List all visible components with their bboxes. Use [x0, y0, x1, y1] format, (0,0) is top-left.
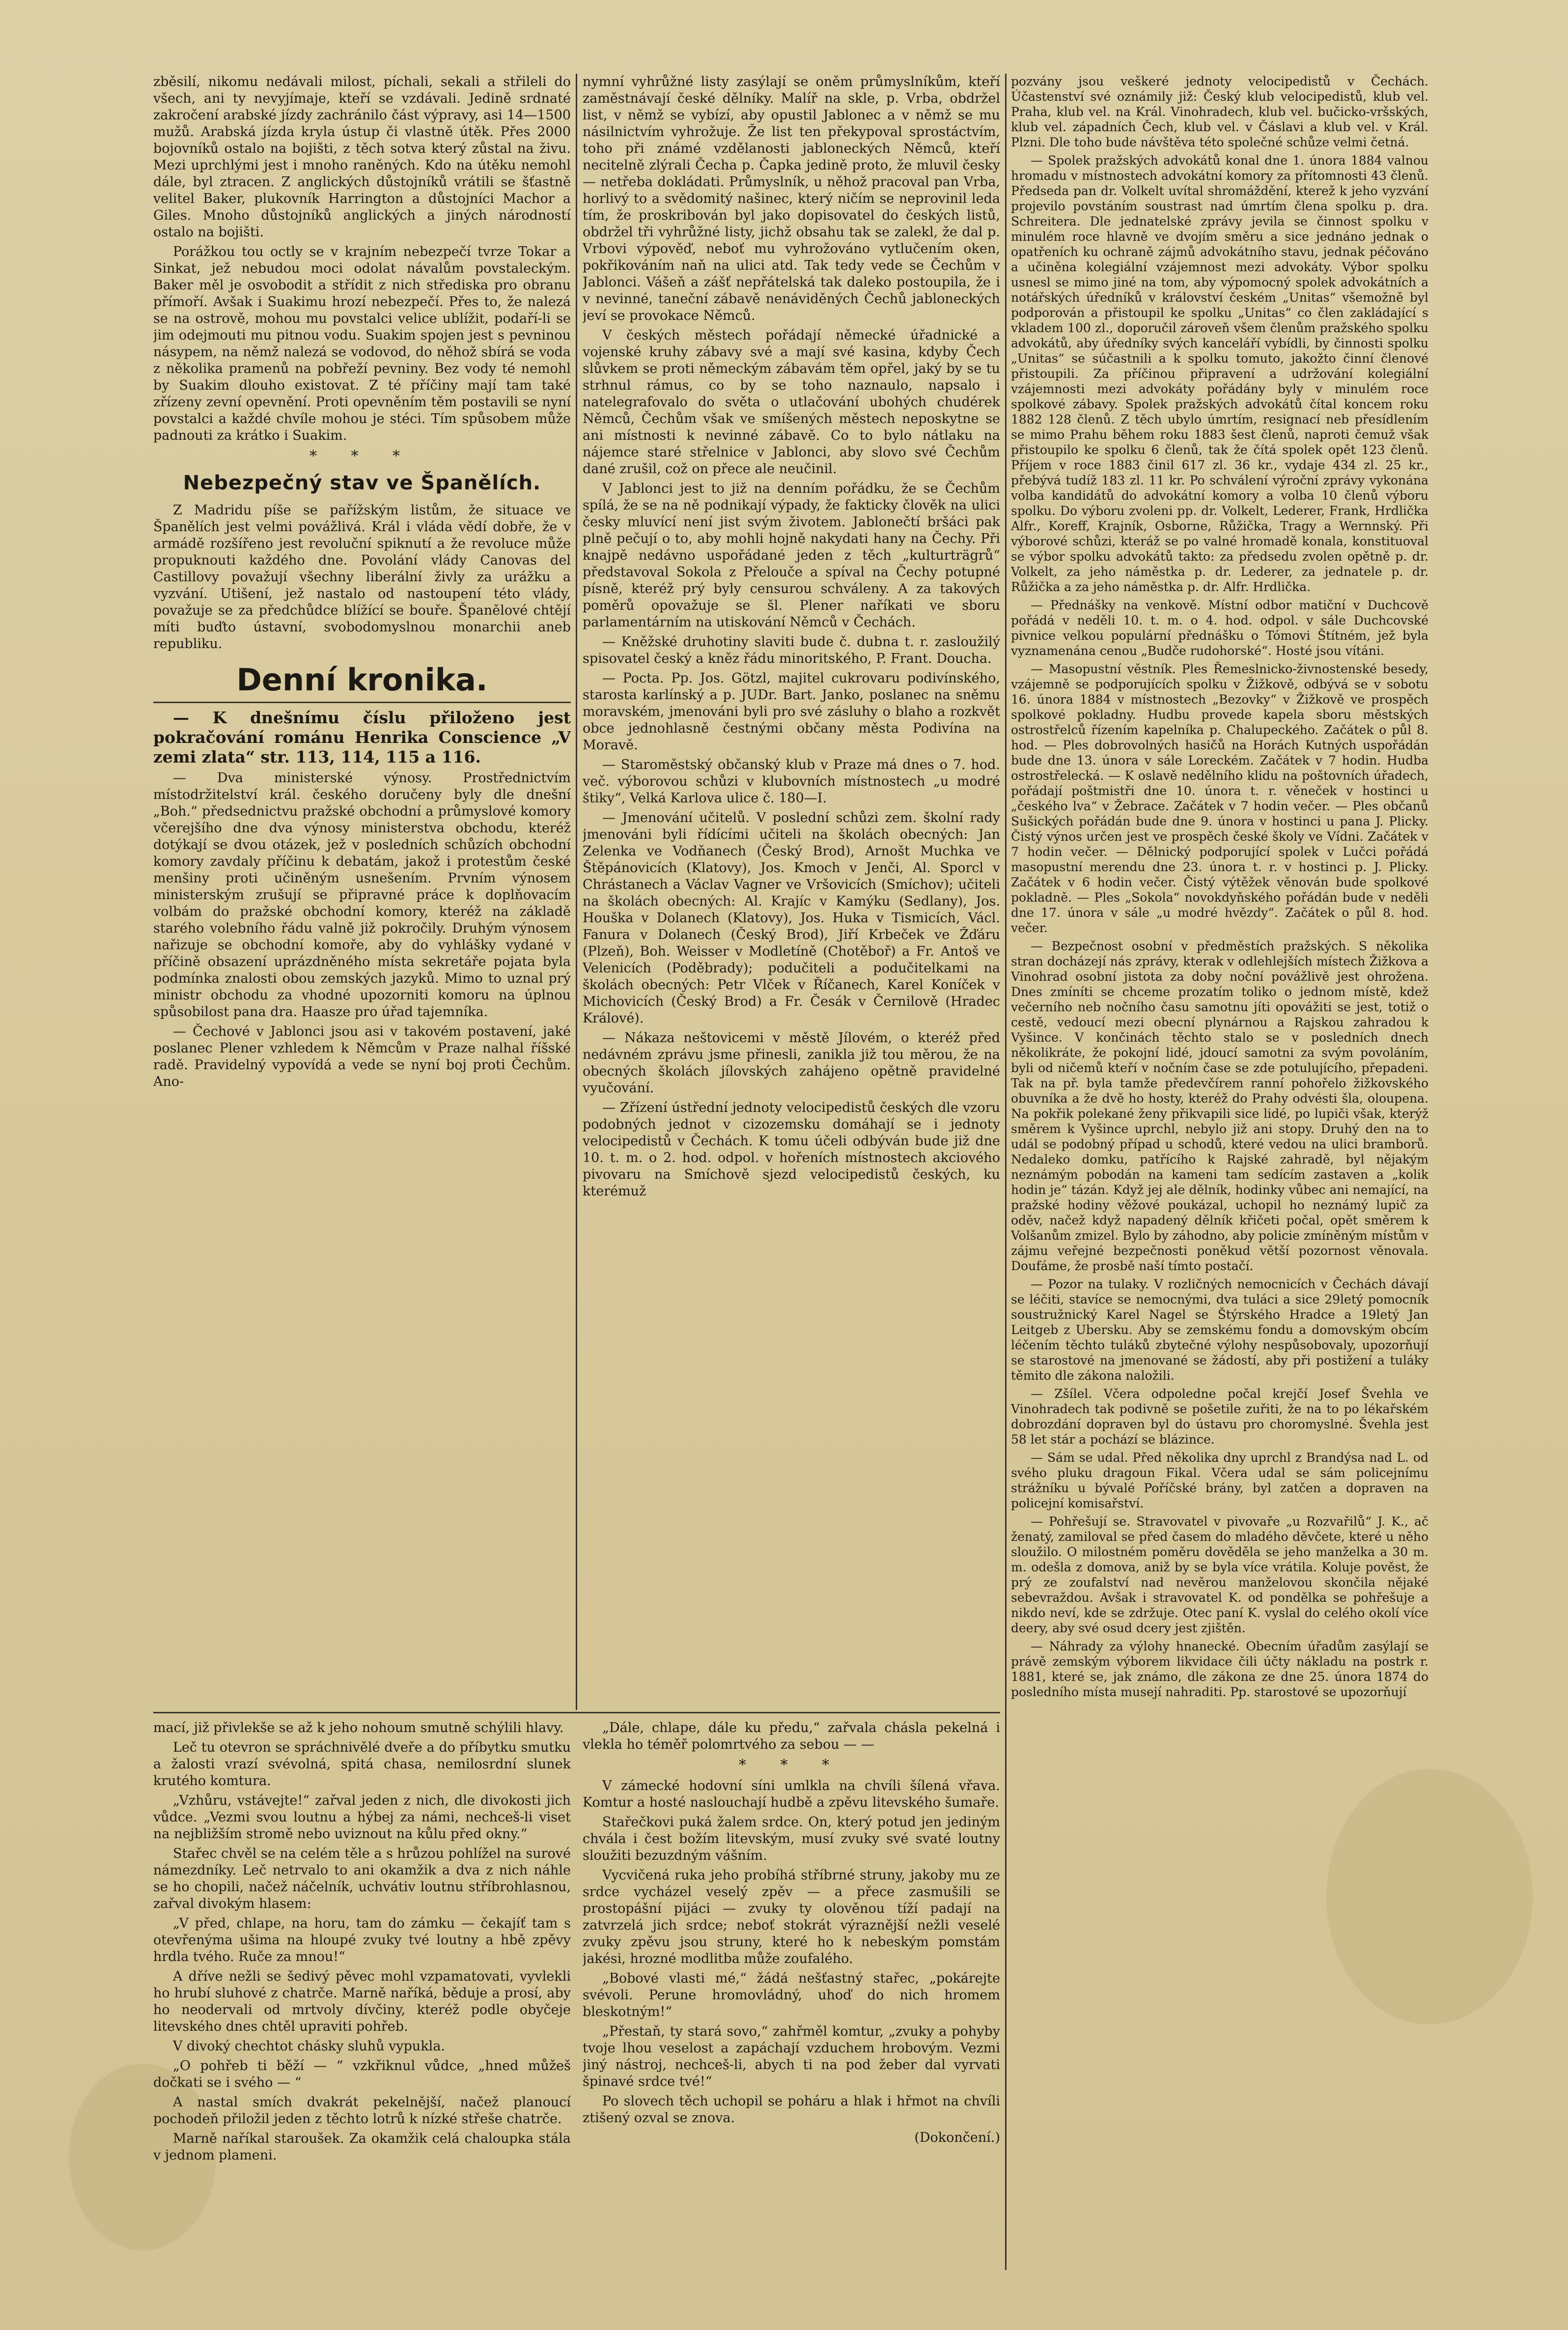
news-item-nakaza-jilove: — Nákaza neštovicemi v městě Jílovém, o kteréž před nedávném zprávu jsme přinesli, zanikla již tou měrou, že na obecných školách jílovských zahájeno opětně pravidelné vyučování.	[583, 1030, 1000, 1096]
feuilleton-paragraph: „Dále, chlape, dále ku předu,“ zařvala chásla pekelná i vlekla ho téměř polomrtvého za sebou — —	[583, 1720, 1000, 1752]
feuilleton-paragraph: „Vzhůru, vstávejte!“ zařval jeden z nich, dle divokosti jich vůdce. „Vezmi svou loutnu a hýbej za námi, nechceš-li viset na nejbližším stromě nebo uviznout na kůlu před okny.“	[153, 1793, 571, 1842]
feuilleton-paragraph: Stařec chvěl se na celém těle a s hrůzou pohlížel na surové námezdníky. Leč netrvalo to ani okamžik a dva z nich náhle se ho chopili, načež náčelník, uchvátiv loutnu stříbrohlasnou, zařval divokým hlasem:	[153, 1846, 571, 1911]
news-item-pohresuji-se: — Pohřešují se. Stravovatel v pivovaře „u Rozvařilů“ J. K., ač ženatý, zamiloval se před časem do mladého děvčete, které u něho sloužilo. O milostném poměru dověděla se jeho manželka a 30 m. m. odešla z domova, aniž by se byla více vrátila. Koluje pověst, že prý ze zoufalství nad nevěrou manželovou skončila nějaké sebevraždou. Avšak i stravovatel K. od pondělka se pohřešuje a nikdo neví, kde se zdržuje. Otec paní K. vyslal do celého okolí více deery, aby své osud dcery jest zjištěn.	[1011, 1514, 1428, 1635]
news-item-jmenovani-ucitelu: — Jmenování učitelů. V poslední schůzi zem. školní rady jmenováni byli řídícími učiteli na školách obecných: Jan Zelenka ve Vodňanech (Český Brod), Arnošt Muchka ve Štěpánovicích (Klatovy), Jos. Kmoch v Jenči, Al. Sporcl v Chrástanech a Václav Vagner ve Vršovicích (Smíchov); učiteli na školách obecných: Al. Krajíc v Kamýku (Sedlany), Jos. Houška v Dolanech (Klatovy), Jos. Huka v Tismicích, Václ. Fanura v Dolanech (Český Brod), Jiří Krbeček ve Žďáru (Plzeň), Boh. Weisser v Modletíně (Chotěboř) a Fr. Antoš ve Velenicích (Poděbrady); podučiteli a podučitelkami na školách obecných: Petr Vlček v Říčanech, Karel Koníček v Michovicích (Český Brod) a Fr. Česák v Černilově (Hradec Králové).	[583, 810, 1000, 1026]
news-item-nahrady: — Náhrady za výlohy hnanecké. Obecním úřadům zasýlají se právě zemským výborem likvidace čili účty nákladu na postrk r. 1881, které se, jak známo, dle zákona ze dne 25. února 1874 do posledního místa musejí nahraditi. Pp. starostové se upozorňují	[1011, 1639, 1428, 1699]
column-divider	[576, 74, 577, 1710]
column-divider	[1005, 74, 1007, 2270]
column-3	[1011, 74, 1428, 2265]
news-item-spolek-advokatu: — Spolek pražských advokátů konal dne 1. února 1884 valnou hromadu v místnostech advokátní komory za přítomnosti 43 členů. Předseda pan dr. Volkelt uvítal shromáždění, kterež k jeho vyzvání projevilo povstáním soustrast nad úmrtím člena spolku p. dra. Schreitera. Dle jednatelské zprávy jevila se činnost spolku v minulém roce hlavně ve dvojím směru a sice jednáno jednak o opatřeních ku ochraně zájmů advokátního stavu, jednak péčováno a učiněna kolegiální vzájemnost mezi advokáty. Výbor spolku usnesl se mimo jiné na tom, aby výpomocný spolek advokátních a notářských úředníků v království českém „Unitas“ všemožně byl podporován a přistoupil ke spolku „Unitas“ co člen zakládající s vkladem 100 zl., doporučil zároveň všem členům pražského spolku advokátů, aby úředníky svých kanceláří vybídli, by činnosti spolku „Unitas“ se súčastnili a k spolku tomuto, jakožto činní členové přistoupili. Za příčinou připravení a udržování kolegiální vzájemnosti mezi advokáty pořádány byly v minulém roce spolkové zábavy. Spolek pražských advokátů čítal koncem roku 1882 128 členů. Z těch ubylo úmrtím, resignací neb přesídlením se mimo Prahu během roku 1883 šest členů, naproti čemuž však přistoupilo ke spolku 6 členů, tak že čítá spolek opět 123 členů. Příjem v roce 1883 činil 617 zl. 36 kr., vydaje 434 zl. 25 kr., přebývá tudíž 183 zl. 11 kr. Po schválení výroční zprávy vykonána volba kandidátů do advokátní komory a volba 10 členů výboru spolku. Do výboru zvoleni pp. dr. Volkelt, Lederer, Frank, Hrdlička Alfr., Koreff, Krajník, Osborne, Růžička, Tragy a Wernnský. Při výborové schůzi, kteráž se po valné hromadě konala, konstituoval se výbor spolku advokátů takto: za předsedu zvolen opětně p. dr. Volkelt, za jeho náměstka p. dr. Lederer, za jednatele p. dr. Růžička a za jeho náměstka p. dr. Alfr. Hrdlička.	[1011, 153, 1428, 594]
news-item-pocta: — Pocta. Pp. Jos. Götzl, majitel cukrovaru podivínského, starosta karlínský a p. JUDr. Bart. Janko, poslanec na sněmu moravském, jmenováni byli pro své zásluhy o blaho a rozkvět obce jednohlasně čestnými občany města Podivína na Moravě.	[583, 671, 1000, 753]
news-item-bezpecnost: — Bezpečnost osobní v předměstích pražských. S několika stran docházejí nás zprávy, kterak v odlehlejších místech Žižkova a Vinohrad osobní jistota za doby noční povážlivě jest ohrožena. Dnes zmíníti se chceme prozatím toliko o jednom místě, kdež večerního neb nočního času samotnu jíti opovážiti se jest, totiž o cestě, vedoucí mezi obecní plynárnou a Rajskou zahradou k Vyšince. V končinách těchto stalo se v posledních dnech několikráte, že pokojní lidé, jdoucí samotni za svým povoláním, byli od ničemů kteří v nočním čase se zde potulujícího, přepadeni. Tak na př. byla tamže předevčírem ranní pohořelo žižkovského obuvníka a že dvě ho hosty, kteréž do Prahy odvésti šla, oloupena. Na pokřik polekané ženy přikvapili sice lidé, po lupiči však, kterýž směrem k Vyšince uprchl, nebylo již ani stopy. Druhý den na to udál se podobný případ u schodů, které vedou na ulici bramborů. Nedaleko domku, patřícího k Rajské zahradě, byl nějakým neznámým pobodán na kameni tam sedícím zastaven a „kolik hodin je“ tázán. Když jej ale dělník, hodinky vůbec ani nemající, na pražské hodiny věžové poukázal, uchopil ho neznámý lupič za oděv, načež když napadený dělník křičeti počal, opět směrem k Volšanům zmizel. Bylo by záhodno, aby policie zmíněným místům v zájmu veřejné bezpečnosti poněkud větší pozornost věnovala. Doufáme, že prosbě naší tímto postačí.	[1011, 939, 1428, 1273]
news-item-pozor-na-tulaky: — Pozor na tulaky. V rozličných nemocnicích v Čechách dávají se léčiti, stavíce se nemocnými, dva tuláci a sice 29letý pomocník soustružnický Karel Nagel se Štýrského Hradce a 19letý Jan Leitgeb z Ubersku. Aby se zemskému fondu a domovským obcím léčením těchto tuláků zbytečné výlohy nespůsobovaly, upozorňují se starostové na jmenované se žádostí, aby při postižení a tuláky těmito dle zákona naložili.	[1011, 1277, 1428, 1383]
section-title-denni-kronika: Denní kronika.	[153, 661, 571, 703]
feuilleton-paragraph: V divoký chechtot chásky sluhů vypukla.	[173, 2039, 446, 2054]
news-item-masopustni-vestnik: — Masopustní věstník. Ples Řemeslnicko-živnostenské besedy, vzájemně se podporujících spolku v Žižkově, odbývá se v sobotu 16. února 1884 v místnostech „Bezovky“ v Žižkově ve prospěch spolkové pokladny. Hudbu provede kapela sboru městských ostrostřelců řízením kapelníka p. Chalupeckého. Začátek o půl 8. hod. — Ples dobrovolných hasičů na Horách Kutných uspořádán bude dne 13. února v sále Loreckém. Začátek v 7 hodin. Hudba ostrostřelecká. — K oslavě nedělního klidu na poštovních úřadech, pořádají poštmistři dne 10. února t. r. věneček v hostinci u „českého lva“ v Žebrace. Začátek v 7 hodin večer. — Ples občanů Sušických pořádán bude dne 9. února v hostinci u pana J. Plicky. Čistý výnos určen jest ve prospěch české školy ve Vídni. Začátek v 7 hodin večer. — Dělnický podporující spolek v Lučci pořádá masopustní merendu dne 23. února t. r. v hostinci p. J. Plicky. Začátek v 6 hodin večer. Čistý výtěžek věnován bude spolkové pokladně. — Ples „Sokola“ novokdyňského pořádán bude v neděli dne 17. února v sále „u modré hvězdy“. Začátek o půl 8. hod. večer.	[1011, 662, 1428, 935]
feuilleton-paragraph: „O pohřeb ti běží — “ vzkřiknul vůdce, „hned můžeš dočkati se i svého — “	[153, 2058, 571, 2090]
column-2	[583, 74, 1000, 1708]
feuilleton-paragraph: Marně naříkal staroušek. Za okamžik celá chaloupka stála v jednom plameni.	[153, 2131, 571, 2163]
article-spain: Z Madridu píše se pařížským listům, že situace ve Španělích jest velmi povážlivá. Král i vláda vědí dobře, že v armádě rozšířeno jest revoluční spiknutí a že revoluce může propuknouti každého dne. Povolání vlády Canovas del Castillovy považují všechny liberální živly za urážku a vyzvání. Utišení, jež nastalo od nastoupení této vlády, považuje se za předchůdce blížící se bouře. Španělové chtějí míti buďto ústavní, svobodomyslnou monarchii aneb republiku.	[153, 503, 571, 652]
separator-stars: * * *	[309, 448, 415, 465]
article-jablonec-paragraph: V Jablonci jest to již na denním pořádku, že se Čechům spílá, že se na ně podnikají výpady, že fakticky člověk na ulici česky mluvící není jist svým životem. Jablonečtí bršáci pak plně pečují o to, aby mohli hojně nakydati hany na Čechy. Při knajpě nedávno uspořádané jeden z těch „kulturträgrů“ představoval Sokola z Přelouče a spíval na Čechy potupné písně, kteréž prý byly censurou schváleny. A za takových poměrů opovažuje se šl. Plener naříkati ve sboru parlamentárním na utiskování Němců v Čechách.	[583, 481, 1000, 630]
feuilleton-paragraph: „V před, chlape, na horu, tam do zámku — čekajíť tam s otevřenýma ušima na hloupé zvuky tvé loutny a hbě zpěvy hrdla tvého. Ruče za mnou!“	[153, 1916, 571, 1964]
headline-spain: Nebezpečný stav ve Španělích.	[183, 472, 541, 494]
feuilleton-paragraph: A dříve nežli se šedivý pěvec mohl vzpamatovati, vyvlekli ho hrubí sluhové z chatrče. Marně naříká, běduje a prosí, aby ho neodervali od mrtvoly dívčiny, kteréž podle obyčeje litevského dnes chtěl upraviti pohřeb.	[153, 1969, 571, 2034]
novel-supplement-notice: — K dnešnímu číslu přiloženo jest pokračování románu Henrika Conscience „V zemi zlata“ str. 113, 114, 115 a 116.	[153, 708, 571, 767]
feuilleton-paragraph: Vycvičená ruka jeho probíhá stříbrné struny, jakoby mu ze srdce vycházel veselý zpěv — a přece zasmušili se prostopášní pijáci — zvuky ty olověnou tíží padají na zatvrzelá jich srdce; neboť stokrát výraznější nežli veselé zvuky zpěvu jsou struny, které ho k nebeským pomstám jakési, hrozné modlitba může zoufalého.	[583, 1868, 1000, 1966]
article-sudan-paragraph: Porážkou tou octly se v krajním nebezpečí tvrze Tokar a Sinkat, jež nebudou moci odolat návalům povstaleckým. Baker měl je osvobodit a střídit z nich střediska pro obranu přímoří. Avšak i Suakimu hrozí nebezpečí. Přes to, že nalezá se na ostrově, mohou mu povstalci velice ublížit, podaří-li se jim odejmouti mu pitnou vodu. Suakim spojen jest s pevninou násypem, na němž nalezá se vodovod, do něhož sbírá se voda z několika pramenů na pobřeží pevniny. Bez vody té nemohl by Suakim dlouho existovat. Z té příčiny mají tam také zřízeny zevní opevnění. Proti opevněním těm postavili se nyní povstalci a každé chvíle mohou je stéci. Tím spůsobem může padnouti za krátko i Suakim.	[153, 244, 571, 443]
feuilleton-paragraph: Leč tu otevron se spráchnivělé dveře a do příbytku smutku a žalosti vrazí svévolná, spitá chasa, nemilosrdní slunek krutého komtura.	[153, 1740, 571, 1789]
feuilleton-left-column	[153, 1720, 571, 2260]
separator-stars: * * *	[738, 1757, 844, 1774]
news-item-staromestsky-klub: — Staroměstský občanský klub v Praze má dnes o 7. hod. več. výborovou schůzi v klubovních místnostech „u modré štiky“, Velká Karlova ulice č. 180—I.	[583, 757, 1000, 806]
news-item-zsilel: — Zšílel. Včera odpoledne počal krejčí Josef Švehla ve Vinohradech tak podivně se pošetile zuřiti, že na to po lékařském dobrozdání dopraven byl do ústavu pro choromyslné. Švehla jest 58 let stár a pochází se blázince.	[1011, 1387, 1428, 1447]
feuilleton-paragraph: „Přestaň, ty stará sovo,“ zahřměl komtur, „zvuky a pohyby tvoje lhou veselost a zapáchají vzduchem hrobovým. Vezmi jiný nástroj, nechceš-li, abych ti na pod žeber dal vyrvati špinavé srdce tvé!“	[583, 2024, 1000, 2089]
feuilleton-paragraph: A nastal smích dvakrát pekelnější, načež planoucí pochodeň přiložil jeden z těchto lotrů k nízké střeše chatrče.	[153, 2095, 571, 2127]
feuilleton-right-column	[583, 1720, 1000, 2260]
feuilleton-paragraph: V zámecké hodovní síni umlkla na chvíli šílená vřava. Komtur a hosté naslouchají hudbě a zpěvu litevského šumaře.	[583, 1778, 1000, 1810]
news-item-doucha: — Kněžské druhotiny slaviti bude č. dubna t. r. zasloužilý spisovatel český a kněz řádu minoritského, P. Frant. Doucha.	[583, 634, 1000, 666]
to-be-concluded-note: (Dokončení.)	[914, 2130, 1000, 2145]
article-sudan-end: zběsilí, nikomu nedávali milost, píchali, sekali a střileli do všech, ani ty nevyjímaje, kteří se vzdávali. Jedině srdnaté zakročení arabské jízdy zachránilo část výpravy, asi 14—1500 mužů. Arabská jízda kryla ústup či vlastně útěk. Přes 2000 bojovníků ostalo na bojišti, z těch sotva který zůstal na živu. Mezi uprchlými jest i mnoho raněných. Kdo na útěku nemohl dále, byl ztracen. Z anglických důstojníků vrátili se šťastně velitel Baker, plukovník Harrington a důstojníci Machor a Giles. Mnoho důstojníků anglických a jiných národností ostalo na bojišti.	[153, 74, 571, 240]
column-1	[153, 74, 571, 1708]
article-ministerial-decrees: — Dva ministerské výnosy. Prostřednictvím místodržitelství král. českého doručeny byly dle dnešní „Boh.“ předsednictvu pražské obchodní a průmyslové komory včerejšího dne dva výnosy ministerstva obchodu, kteréž dotýkají se dvou otázek, jež v posledních schůzích obchodní komory zavdaly příčinu k debatám, jakož i protestům české menšiny proti učiněným usnešením. Prvním výnosem ministerským zrušují se připravné práce k doplňovacím volbám do pražské obchodní komory, kteréž na základě starého volebního řádu valně již pokročily. Druhým výnosem nařizuje se obchodní komoře, aby do vyhlášky vydané v příčině obsazení uprázdněného místa sekretáře pojata byla podmínka znalosti obou zemských jazyků. Mimo to uznal prý ministr obchodu za vhodné upozorniti komoru na úplnou spůsobilost pana dra. Haasze pro úřad tajemníka.	[153, 770, 571, 1020]
feuilleton-paragraph: Stařečkovi puká žalem srdce. On, který potud jen jediným chvála i čest božím litevským, musí zvuky své svaté loutny sloužiti bezuzdným vášním.	[583, 1815, 1000, 1863]
news-item-velocipediste: — Zřízení ústřední jednoty velocipedistů českých dle vzoru podobných jednot v cizozemsku domáhají se i jednoty velocipedistů v Čechách. K tomu účeli odbýván bude již dne 10. t. m. o 2. hod. odpol. v hořeních místnostech akciového pivovaru na Smíchově sjezd velocipedistů českých, ku kterémuž	[583, 1100, 1000, 1199]
article-jablonec-continued: nymní vyhrůžné listy zasýlají se oněm průmyslníkům, kteří zaměstnávají české dělníky. Malíř na skle, p. Vrba, obdržel list, v němž se vybízí, aby opustil Jablonec a v němž se mu násilnictvím vyhrožuje. Že list ten překypoval sprostáctvím, toho při známé vzdělanosti jabloneckých Němců, kteří necitelně zlýrali Čecha p. Čapka jedině proto, že mluvil česky — netřeba dokládati. Průmyslník, u něhož pracoval pan Vrba, horlivý to a svědomitý našinec, který ničím se neprovinil leda tím, že proskribován byl jako dopisovatel do českých listů, obdržel tři vyhrůžné listy, jichž obsahu tak se zalekl, že dal p. Vrbovi výpověď, neboť mu vyhrožováno vytlučením oken, pokřikováním naň na ulici atd. Tak tedy vede se Čechům v Jablonci. Vášeň a zášť nepřátelská tak daleko postoupila, že i v nevinné, taneční zábavě nenáviděných Čechů jabloneckých jeví se provokace Němců.	[583, 74, 1000, 323]
news-item-prednasky: — Přednášky na venkově. Místní odbor matiční v Duchcově pořádá v neděli 10. t. m. o 4. hod. odpol. v sále Duchcovské pivnice velkou populární přednášku o Tómovi Štítném, jež byla vyznamenána cenou „Budče rudohorské“. Hosté jsou vítáni.	[1011, 598, 1428, 658]
article-jablonec-paragraph: V českých městech pořádají německé úřadnické a vojenské kruhy zábavy své a mají své kasina, kdyby Čech slůvkem se proti německým zábavám těm opřel, jaký by se tu strhnul rámus, co by se toho naznaulo, napsalo i natelegrafovalo do světa o utlačování ubohých chudérek Němců, Čechům však ve smíšených městech neposkytne se ani místnosti k nevinné zábavě. Co to bylo nátlaku na nájemce staré střelnice v Jablonci, aby slovo své Čechům dané zrušil, což on přece ale neučinil.	[583, 328, 1000, 477]
news-item-velocipediste-continued: pozvány jsou veškeré jednoty velocipedistů v Čechách. Účastenství své oznámily již: Český klub velocipedistů, klub vel. Praha, klub vel. na Král. Vinohradech, klub vel. bučicko-vršských, klub vel. západních Čech, klub vel. v Čáslavi a klub vel. v Král. Plzni. Dle toho bude návštěva této společné schůze velmi četná.	[1011, 74, 1428, 149]
article-czechs-jablonec: — Čechové v Jablonci jsou asi v takovém postavení, jaké poslanec Plener vzhledem k Němcům v Praze nalhal říšské radě. Pravidelný vypovídá a vede se nyní boj proti Čechům. Ano-	[153, 1024, 571, 1089]
news-item-sam-se-udal: — Sám se udal. Před několika dny uprchl z Brandýsa nad L. od svého pluku dragoun Fikal. Včera udal se sám policejnímu strážníku u bývalé Poříčské brány, byl zatčen a dopraven na policejní komisařství.	[1011, 1450, 1428, 1510]
feuilleton-paragraph: mací, již přivlekše se až k jeho nohoum smutně schýlili hlavy.	[153, 1720, 564, 1735]
feuilleton-paragraph: „Bobové vlasti mé,“ žádá nešťastný stařec, „pokárejte svévoli. Perune hromovládný, uhoď do nich hromem bleskotným!“	[583, 1971, 1000, 2019]
feuilleton-paragraph: Po slovech těch uchopil se poháru a hlak i hřmot na chvíli ztišený ozval se znova.	[583, 2094, 1000, 2126]
feuilleton-divider	[153, 1712, 1000, 1713]
